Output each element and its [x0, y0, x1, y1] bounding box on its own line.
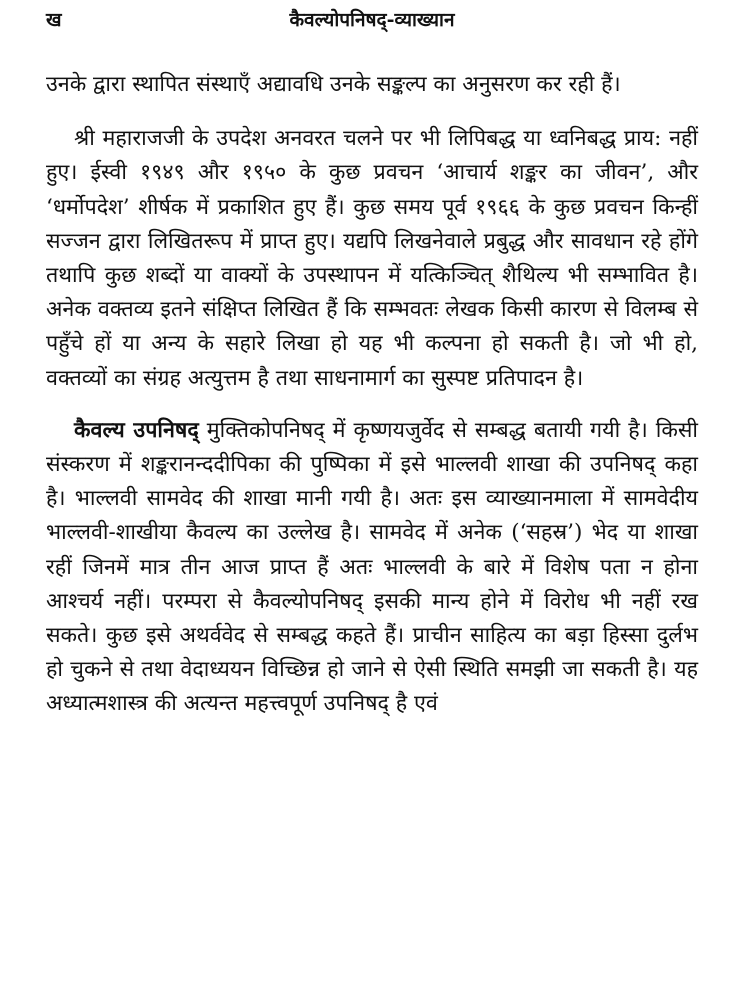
paragraph-kaivalya-text: मुक्तिकोपनिषद् में कृष्णयजुर्वेद से सम्बद्ध बतायी गयी है। किसी संस्करण में शङ्करानन्ददीपिका की पुष्पिका में इसे भाल्लवी शाखा की उपनिषद् कहा है। भाल्लवी सामवेद की शाखा मानी गयी है। अतः इस व्याख्यानमाला में सामवेदीय भाल्लवी-शाखीया कैवल्य का उल्लेख है। सामवेद में अनेक (‘सहस्र’) भेद या शाखा रहीं जिनमें मात्र तीन आज प्राप्त हैं अतः भाल्लवी के बारे में विशेष पता न होना आश्चर्य नहीं। परम्परा से कैवल्योपनिषद् इसकी मान्य होने में विरोध भी नहीं रख सकते। कुछ इसे अथर्ववेद से सम्बद्ध कहते हैं। प्राचीन साहित्य का बड़ा हिस्सा दुर्लभ हो चुकने से तथा वेदाध्ययन विच्छिन्न हो जाने से ऐसी स्थिति समझी जा सकती है। यह अध्यात्मशास्त्र की अत्यन्त महत्त्वपूर्ण उपनिषद् है एवं [46, 417, 698, 717]
page-number: ख [46, 9, 62, 31]
running-title: कैवल्योपनिषद्-व्याख्यान [289, 9, 455, 31]
body-text [46, 68, 698, 722]
paragraph-upadesh: श्री महाराजजी के उपदेश अनवरत चलने पर भी लिपिबद्ध या ध्वनिबद्ध प्राय: नहीं हुए। ईस्वी १९४९ और १९५० के कुछ प्रवचन ‘आचार्य शङ्कर का जीवन’, और ‘धर्मोपदेश’ शीर्षक में प्रकाशित हुए हैं। कुछ समय पूर्व १९६६ के कुछ प्रवचन किन्हीं सज्जन द्वारा लिखितरूप में प्राप्त हुए। यद्यपि लिखनेवाले प्रबुद्ध और सावधान रहे होंगे तथापि कुछ शब्दों या वाक्यों के उपस्थापन में यत्किञ्चित् शैथिल्य भी सम्भावित है। अनेक वक्तव्य इतने संक्षिप्त लिखित हैं कि सम्भवतः लेखक किसी कारण से विलम्ब से पहुँचे हों या अन्य के सहारे लिखा हो यह भी कल्पना हो सकती है। जो भी हो, वक्तव्यों का संग्रह अत्युत्तम है तथा साधनामार्ग का सुस्पष्ट प्रतिपादन है। [46, 126, 698, 391]
paragraph-kaivalya [46, 414, 698, 722]
page-header [46, 6, 698, 36]
paragraph-continuation: उनके द्वारा स्थापित संस्थाएँ अद्यावधि उनके सङ्कल्प का अनुसरण कर रही हैं। [46, 72, 621, 97]
bold-term: कैवल्य उपनिषद् [74, 417, 199, 443]
